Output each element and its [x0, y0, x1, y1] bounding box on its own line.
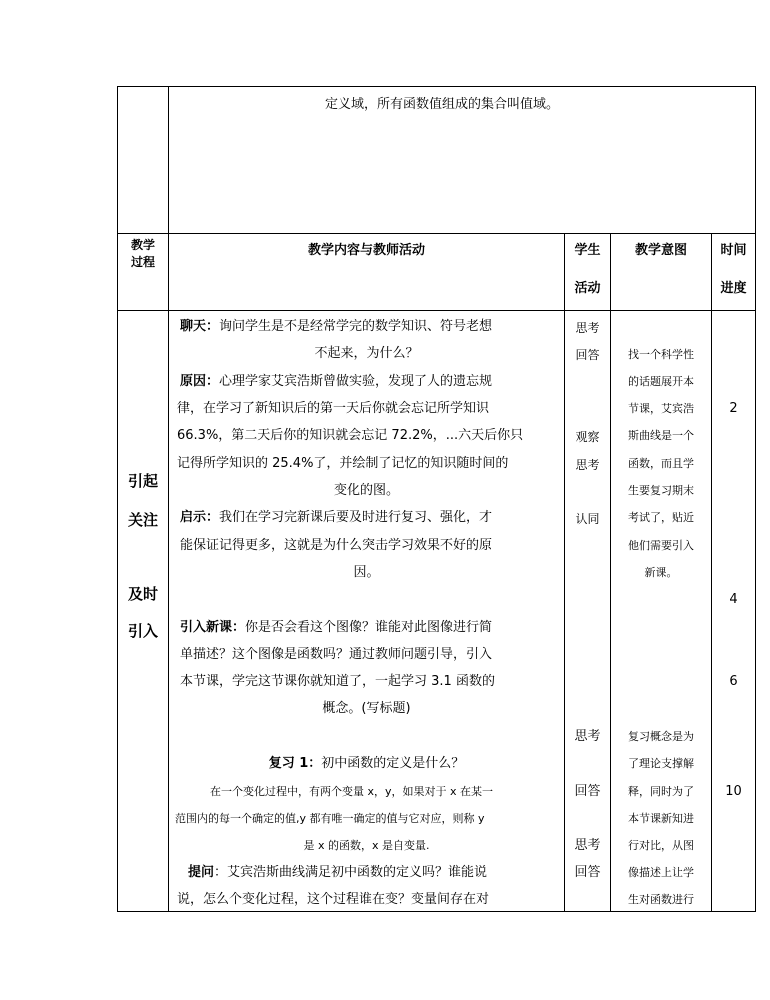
student-activity-1: 思考: [575, 321, 600, 335]
header-content: 教学内容与教师活动: [307, 243, 425, 258]
student-activity-6: 思考: [574, 729, 601, 744]
intent-1-line3: 节课，艾宾浩: [628, 402, 694, 415]
table-top-border: [117, 86, 755, 87]
time-2: 4: [729, 592, 738, 607]
reason-text-1: 心理学家艾宾浩斯曾做实验，发现了人的遗忘规: [219, 374, 493, 389]
ask-label: 提问: [188, 865, 215, 880]
insight-paragraph-line1: [180, 509, 492, 527]
intent-2-line1: 复习概念是为: [628, 730, 694, 743]
intent-1-line2: 的话题展开本: [628, 375, 694, 388]
student-activity-7: 回答: [574, 784, 601, 799]
table-bottom-border: [117, 911, 755, 912]
ask-paragraph-line1: [188, 864, 487, 882]
time-4: 10: [725, 784, 742, 799]
intro-label: 引入新课：: [180, 620, 246, 635]
header-bottom-border: [117, 310, 755, 311]
chat-paragraph-line1: [180, 318, 492, 336]
student-activity-9: 回答: [574, 865, 601, 880]
intro-text-4: 概念。(写标题): [322, 701, 411, 716]
intent-1-line6: 生要复习期末: [628, 484, 694, 497]
stage-line2: 关注: [127, 511, 158, 529]
stage-line3: 及时: [127, 585, 158, 603]
intent-2-line6: 像描述上让学: [628, 866, 694, 879]
time-3: 6: [729, 674, 738, 689]
reason-text-2: 律，在学习了新知识后的第一天后你就会忘记所学知识: [177, 401, 490, 416]
reason-label: 原因：: [180, 374, 220, 389]
header-student-line2: 活动: [574, 281, 601, 296]
header-top-border: [117, 233, 755, 234]
insight-text-2: 能保证记得更多，这就是为什么突击学习效果不好的原: [180, 538, 493, 553]
reason-text-4: 记得所学知识的 25.4%了，并绘制了记忆的知识随时间的: [177, 456, 509, 471]
col4-divider: [711, 233, 712, 912]
ask-text-1: ：艾宾浩斯曲线满足初中函数的定义吗？谁能说: [214, 865, 488, 880]
student-activity-3: 观察: [575, 430, 600, 444]
top-row-text: 定义域，所有函数值组成的集合叫值域。: [325, 97, 560, 112]
intro-text-1: 你是否会看这个图像？谁能对此图像进行简: [245, 620, 493, 635]
intent-1-line4: 斯曲线是一个: [628, 429, 694, 442]
intent-2-line4: 本节课新知进: [628, 812, 694, 825]
definition-line1: 在一个变化过程中，有两个变量 x，y，如果对于 x 在某一: [210, 785, 494, 798]
intent-1-line1: 找一个科学性: [628, 348, 694, 361]
table-right-border: [755, 86, 756, 912]
intro-text-2: 单描述？这个图像是函数吗？通过教师问题引导，引入: [180, 647, 493, 662]
definition-line3: 是 x 的函数，x 是自变量.: [303, 839, 430, 852]
review-text: 初中函数的定义是什么？: [321, 756, 465, 771]
stage-line1: 引起: [127, 472, 158, 490]
header-process-line2: 过程: [130, 255, 155, 269]
student-activity-2: 回答: [575, 348, 600, 362]
review-label: 复习 1：: [268, 756, 322, 771]
ask-text-2: 说，怎么个变化过程，这个过程谁在变？变量间存在对: [177, 892, 490, 907]
intro-text-3: 本节课，学完这节课你就知道了，一起学习 3.1 函数的: [180, 674, 495, 689]
header-time-line1: 时间: [720, 243, 747, 258]
insight-text-3: 因。: [353, 565, 380, 580]
student-activity-5: 认同: [575, 512, 600, 526]
header-student-line1: 学生: [574, 243, 601, 258]
intent-2-line3: 释，同时为了: [628, 785, 694, 798]
stage-line4: 引入: [127, 622, 158, 640]
definition-line2: 范围内的每一个确定的值,y 都有唯一确定的值与它对应，则称 y: [175, 812, 485, 825]
insight-label: 启示：: [180, 510, 220, 525]
time-1: 2: [729, 401, 738, 416]
review-question: [169, 755, 564, 773]
reason-paragraph-line1: [180, 373, 492, 391]
table-left-border: [117, 86, 118, 912]
intent-1-line7: 考试了，贴近: [628, 511, 694, 524]
intent-2-line2: 了理论支撑解: [628, 757, 694, 770]
intent-2-line7: 生对函数进行: [628, 893, 694, 906]
intent-1-line8: 他们需要引入: [628, 539, 694, 552]
header-intent: 教学意图: [634, 243, 687, 258]
reason-text-5: 变化的图。: [333, 483, 399, 498]
student-activity-4: 思考: [575, 458, 600, 472]
intent-2-line5: 行对比，从图: [628, 839, 694, 852]
intro-paragraph-line1: [180, 619, 492, 637]
student-activity-8: 思考: [574, 838, 601, 853]
chat-label: 聊天：: [180, 319, 220, 334]
header-process-line1: 教学: [130, 238, 155, 252]
chat-text-1: 询问学生是不是经常学完的数学知识、符号老想: [219, 319, 493, 334]
insight-text-1: 我们在学习完新课后要及时进行复习、强化，才: [219, 510, 493, 525]
header-time-line2: 进度: [720, 281, 747, 296]
chat-text-2: 不起来，为什么？: [314, 346, 419, 361]
intent-1-line5: 函数，而且学: [628, 457, 694, 470]
reason-text-3: 66.3%，第二天后你的知识就会忘记 72.2%，...六天后你只: [177, 428, 524, 443]
intent-1-line9: 新课。: [644, 566, 678, 579]
